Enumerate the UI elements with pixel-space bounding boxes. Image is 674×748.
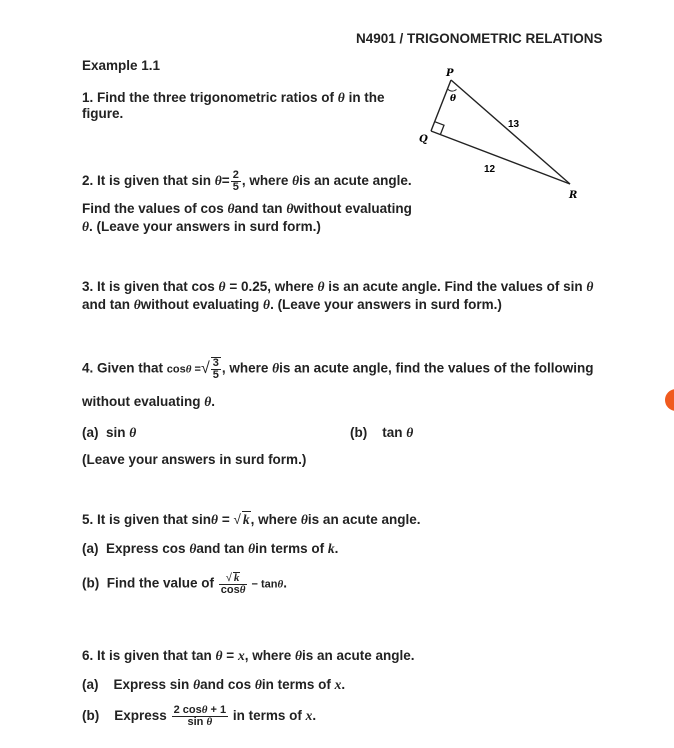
vertex-r-label: R [569,190,578,200]
page-header: N4901 / TRIGONOMETRIC RELATIONS [356,31,603,46]
fraction-sqrt-3-5: $\frac{3}{5}$ [212,357,219,381]
question-4-line2: without evaluating θ. [82,394,216,409]
fraction-2cos-plus1-over-sin: $\frac{2 \cos\theta + 1}{\text{sin θ}}$ [173,704,227,728]
side-pr [451,80,570,184]
question-5-part-b: (b) Find the value of $\frac{√ k}{\cos\theta}$ − tanθ. [82,572,287,596]
question-4-part-b: (b) tan θ [350,425,414,440]
fraction-sqrtk-cos: $\frac{√ k}{\cos\theta}$ [220,572,246,596]
vertex-p-label: P [446,68,454,79]
question-3-line2: and tan θwithout evaluating θ. (Leave your answers in surd form.) [82,297,502,312]
side-13-label: 13 [508,119,520,130]
question-2-line3: θ. (Leave your answers in surd form.) [82,219,321,234]
side-qr [431,131,570,184]
angle-theta-label: θ [450,94,457,104]
triangle-figure [410,60,590,200]
question-4-part-a: (a) sin θ [82,425,137,440]
vertex-q-label: Q [419,134,428,145]
question-5-part-a: (a) Express cos θand tan θin terms of k. [82,541,339,556]
question-3-line1: 3. It is given that cos θ = 0.25, where θ is an acute angle. Find the values of sin θ [82,279,594,294]
question-2-line2: Find the values of cos θand tan θwithout evaluating [82,201,412,216]
side-pq [431,80,451,131]
question-6-line1: 6. It is given that tan θ = x, where θis an acute angle. [82,648,415,663]
example-heading: Example 1.1 [82,58,161,73]
question-6-part-a: (a) Express sin θand cos θin terms of x. [82,677,346,692]
side-12-label: 12 [484,164,496,175]
question-1-line2: figure. [82,106,124,121]
question-1-line1: 1. Find the three trigonometric ratios of θ in the [82,90,385,105]
question-5-line1: 5. It is given that sinθ = √ k, where θis an acute angle. [82,512,421,527]
fraction-2-5: $\frac{2}{5}$ [232,169,239,193]
question-6-part-b: (b) Express $\frac{2 \cos\theta + 1}{\text{sin θ}}$ in terms of x. [82,704,317,728]
question-4-note: (Leave your answers in surd form.) [82,452,307,467]
side-marker-dot [665,389,674,411]
angle-arc [448,89,457,91]
question-4-line1: 4. Given that cosθ =√ $\frac{3}{5}$ , where θis an acute angle, find the values of the following [82,357,594,381]
question-2-line1: 2. It is given that sin θ= $\frac{2}{5}$ , where θis an acute angle. [82,169,412,193]
